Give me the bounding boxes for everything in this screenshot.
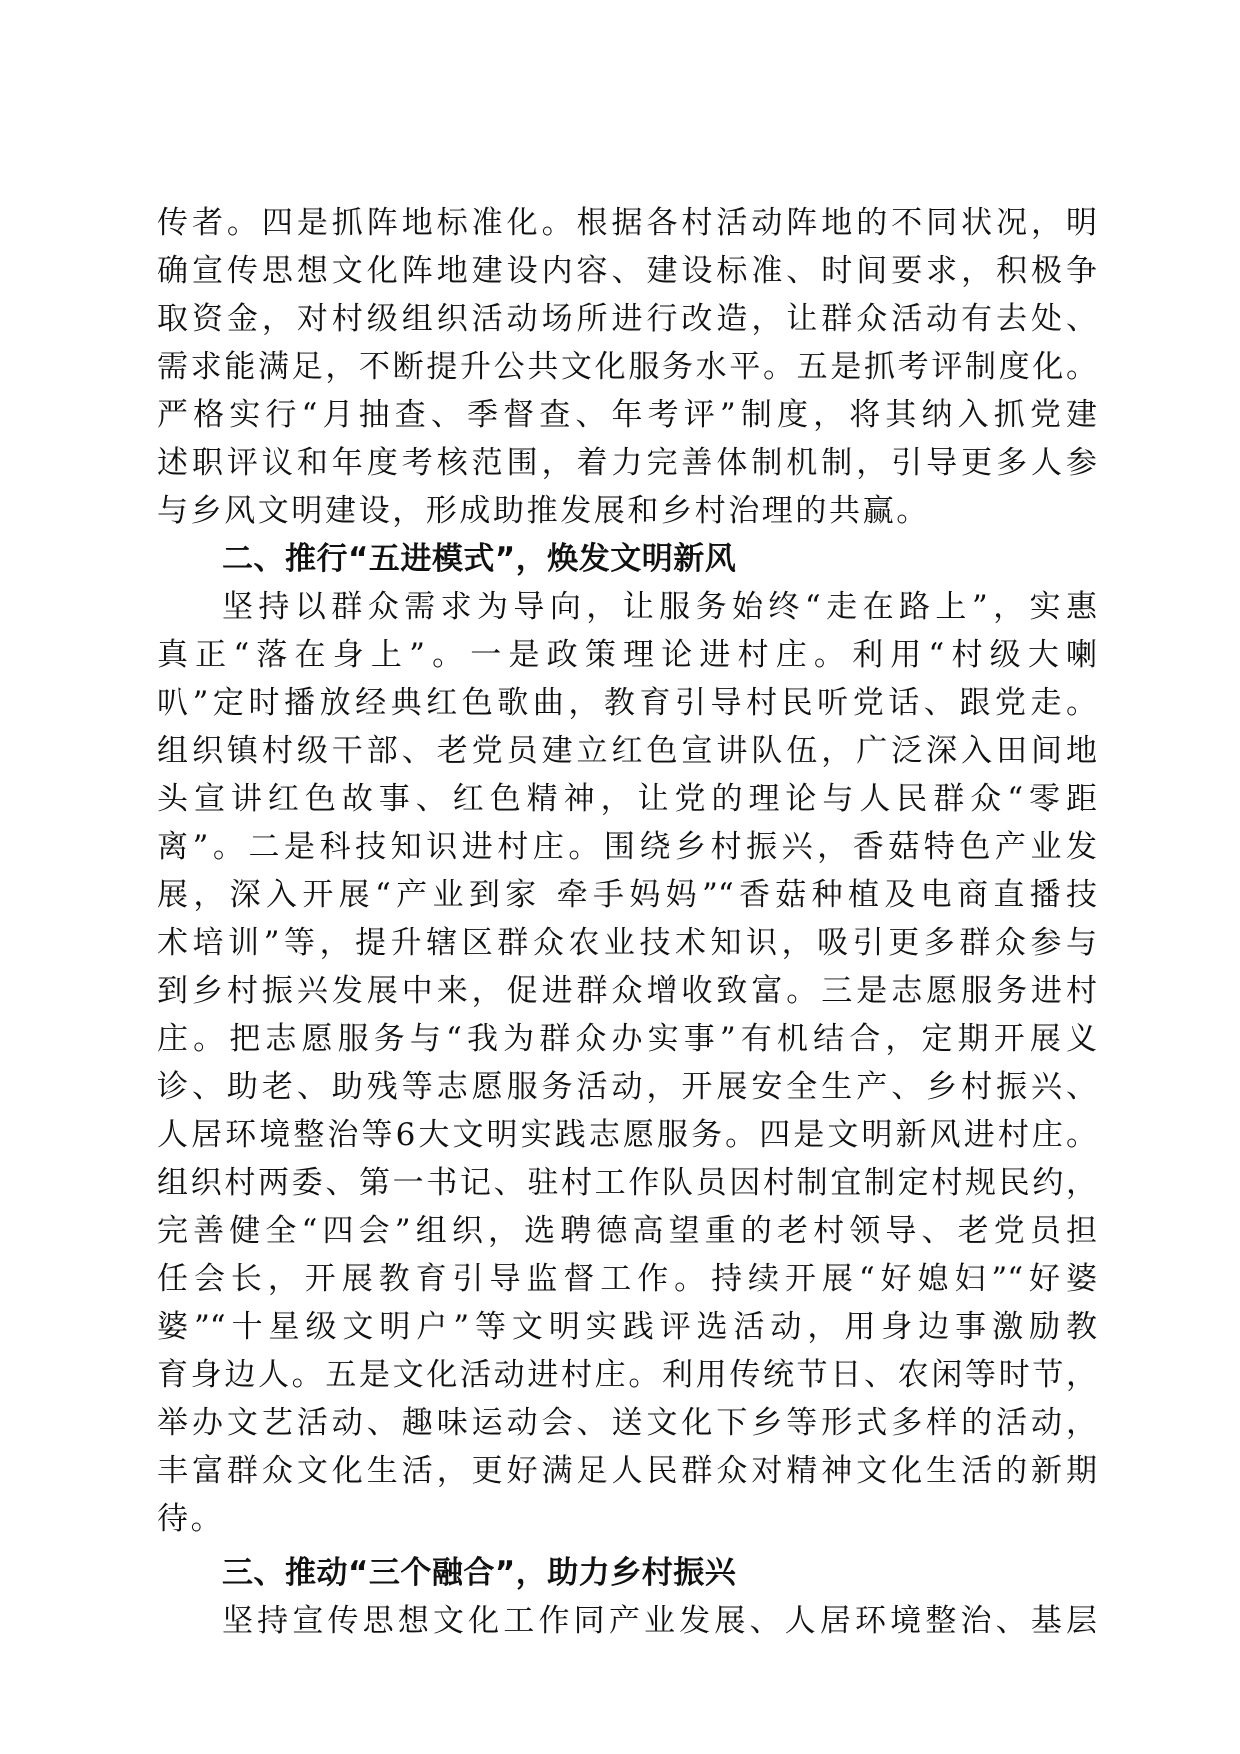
text-line: 诊、助老、助残等志愿服务活动，开展安全生产、乡村振兴、 xyxy=(157,1069,1097,1105)
text-line: 述职评议和年度考核范围，着力完善体制机制，引导更多人参 xyxy=(157,445,1097,481)
text-line: 丰富群众文化生活，更好满足人民群众对精神文化生活的新期 xyxy=(157,1453,1097,1489)
text-line: 头宣讲红色故事、红色精神，让党的理论与人民群众“零距 xyxy=(157,781,1097,817)
text-line: 到乡村振兴发展中来，促进群众增收致富。三是志愿服务进村 xyxy=(157,973,1097,1009)
text-line: 叭”定时播放经典红色歌曲，教育引导村民听党话、跟党走。 xyxy=(157,685,1097,721)
text-line: 人居环境整治等6大文明实践志愿服务。四是文明新风进村庄。 xyxy=(157,1117,1097,1153)
text-line: 庄。把志愿服务与“我为群众办实事”有机结合，定期开展义 xyxy=(157,1021,1097,1057)
text-line: 术培训”等，提升辖区群众农业技术知识，吸引更多群众参与 xyxy=(157,925,1097,961)
text-line: 任会长，开展教育引导监督工作。持续开展“好媳妇”“好婆 xyxy=(157,1261,1097,1297)
text-line: 离”。二是科技知识进村庄。围绕乡村振兴，香菇特色产业发 xyxy=(157,829,1097,865)
text-line: 展，深入开展“产业到家 牵手妈妈”“香菇种植及电商直播技 xyxy=(157,877,1097,913)
text-line: 组织镇村级干部、老党员建立红色宣讲队伍，广泛深入田间地 xyxy=(157,733,1097,769)
text-line: 取资金，对村级组织活动场所进行改造，让群众活动有去处、 xyxy=(157,301,1097,337)
text-line: 传者。四是抓阵地标准化。根据各村活动阵地的不同状况，明 xyxy=(157,205,1097,241)
section-heading-2: 二、推行“五进模式”，焕发文明新风 xyxy=(222,541,737,577)
text-line: 坚持以群众需求为导向，让服务始终“走在路上”，实惠 xyxy=(222,589,1097,625)
text-line: 待。 xyxy=(157,1501,225,1537)
section-heading-3: 三、推动“三个融合”，助力乡村振兴 xyxy=(222,1555,737,1591)
text-line: 与乡风文明建设，形成助推发展和乡村治理的共赢。 xyxy=(157,493,930,529)
text-line: 婆”“十星级文明户”等文明实践评选活动，用身边事激励教 xyxy=(157,1309,1097,1345)
text-line: 坚持宣传思想文化工作同产业发展、人居环境整治、基层 xyxy=(222,1603,1097,1639)
text-line: 完善健全“四会”组织，选聘德高望重的老村领导、老党员担 xyxy=(157,1213,1097,1249)
text-line: 确宣传思想文化阵地建设内容、建设标准、时间要求，积极争 xyxy=(157,253,1097,289)
text-line: 育身边人。五是文化活动进村庄。利用传统节日、农闲等时节， xyxy=(157,1357,1097,1393)
text-line: 组织村两委、第一书记、驻村工作队员因村制宜制定村规民约， xyxy=(157,1165,1097,1201)
text-line: 真正“落在身上”。一是政策理论进村庄。利用“村级大喇 xyxy=(157,637,1097,673)
text-line: 需求能满足，不断提升公共文化服务水平。五是抓考评制度化。 xyxy=(157,349,1097,385)
text-line: 举办文艺活动、趣味运动会、送文化下乡等形式多样的活动， xyxy=(157,1405,1097,1441)
text-line: 严格实行“月抽查、季督查、年考评”制度，将其纳入抓党建 xyxy=(157,397,1097,433)
